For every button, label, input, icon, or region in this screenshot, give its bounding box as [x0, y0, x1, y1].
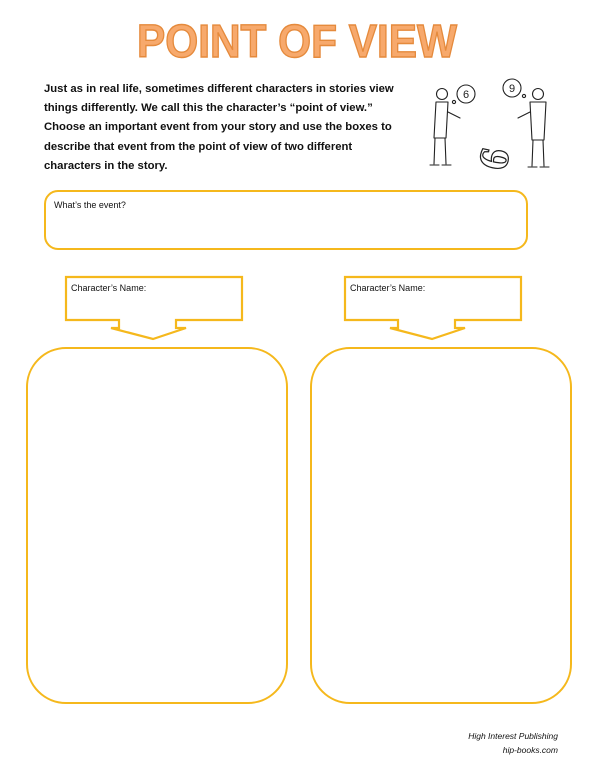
right-person-head-icon — [533, 89, 544, 100]
page-title — [0, 10, 594, 70]
event-label: What’s the event? — [54, 200, 126, 210]
character-perspective-box-left[interactable] — [26, 347, 288, 704]
right-bubble-numeral: 9 — [508, 83, 516, 95]
left-person-head-icon — [437, 89, 448, 100]
people-debating-illustration — [426, 72, 554, 180]
character-name-label-right: Character’s Name: — [350, 283, 426, 293]
title-text: POINT OF VIEW — [137, 15, 458, 67]
intro-paragraph: Just as in real life, sometimes different characters in stories view things differently. We call this the character’s “point of view.” Choose an important event from your story and use the boxes to describe that event from the point of view of two different characters in the story. — [44, 83, 394, 172]
footer-website: hip-books.com — [502, 745, 558, 755]
character-perspective-box-right[interactable] — [310, 347, 572, 704]
left-bubble-numeral: 6 — [462, 89, 470, 101]
floor-numeral: 6 — [470, 143, 520, 175]
footer-publisher: High Interest Publishing — [468, 731, 558, 741]
event-box[interactable] — [44, 190, 528, 250]
character-name-label-left: Character’s Name: — [71, 283, 147, 293]
